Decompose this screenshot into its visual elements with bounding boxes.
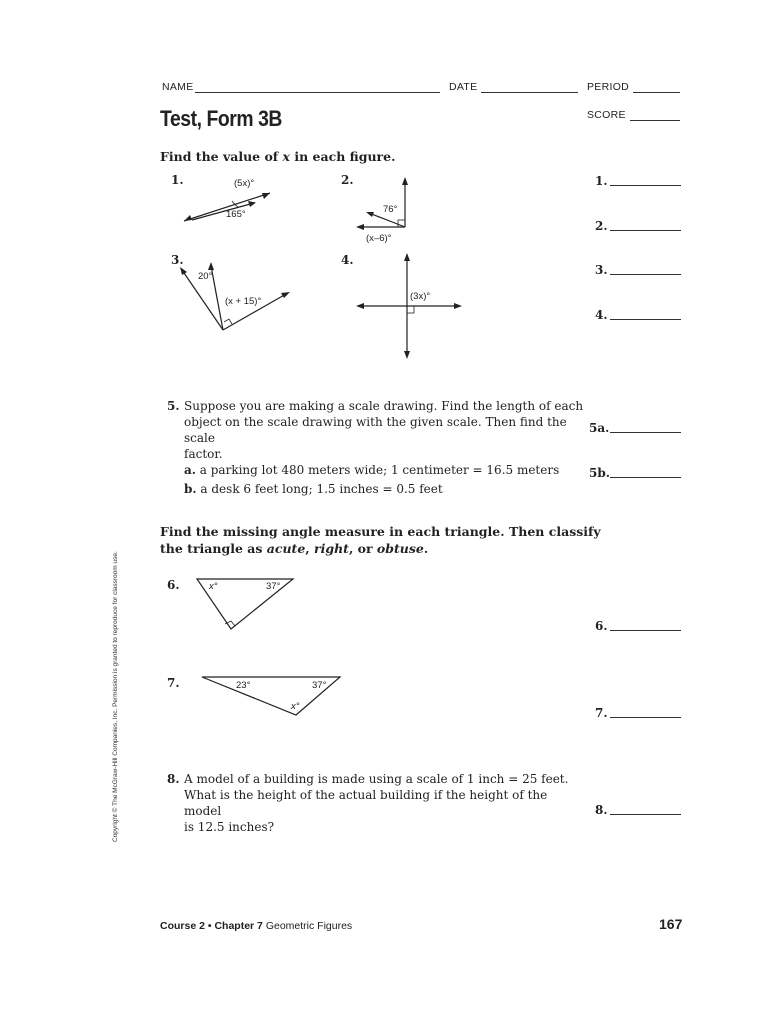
date-field[interactable] — [481, 92, 578, 93]
q8-line: A model of a building is made using a scale of 1 inch = 25 feet. — [184, 772, 569, 786]
figure1-arrow-b — [248, 201, 256, 207]
answer-label-3: 3. — [595, 263, 608, 277]
q6-number: 6. — [167, 578, 180, 592]
answer-label-5b: 5b. — [589, 466, 610, 480]
answer-field-7[interactable] — [610, 717, 681, 718]
q8-line: What is the height of the actual building if the height of the model — [184, 788, 548, 818]
figure3-arrow-middle — [208, 262, 214, 270]
q5-number: 5. — [167, 399, 180, 413]
q5-text — [184, 398, 584, 497]
page-title: Test, Form 3B — [160, 106, 282, 131]
figure2-label-76: 76° — [383, 204, 398, 215]
answer-field-6[interactable] — [610, 630, 681, 631]
figure1-number: 1. — [171, 173, 184, 187]
answer-field-5b[interactable] — [610, 477, 681, 478]
score-field[interactable] — [630, 120, 680, 121]
figure3-diagram — [178, 252, 298, 332]
answer-label-4: 4. — [595, 308, 608, 322]
figure4-arrow-up — [404, 253, 410, 261]
date-label: DATE — [449, 81, 478, 93]
figure4-number: 4. — [341, 253, 354, 267]
answer-field-3[interactable] — [610, 274, 681, 275]
q7-label-37: 37° — [312, 680, 327, 691]
answer-label-2: 2. — [595, 219, 608, 233]
period-field[interactable] — [633, 92, 680, 93]
answer-field-4[interactable] — [610, 319, 681, 320]
answer-label-1: 1. — [595, 174, 608, 188]
answer-field-5a[interactable] — [610, 432, 681, 433]
answer-field-8[interactable] — [610, 814, 681, 815]
q7-number: 7. — [167, 676, 180, 690]
figure1-label-165: 165° — [226, 209, 246, 220]
answer-label-5a: 5a. — [589, 421, 610, 435]
figure3-label-x15: (x + 15)° — [225, 296, 262, 307]
figure4-arrow-left — [356, 303, 364, 309]
figure1-arrow-a2 — [184, 215, 192, 221]
figure4-label-3x: (3x)° — [410, 291, 431, 302]
q5-line: object on the scale drawing with the given scale. Then find the scale — [184, 415, 567, 445]
figure2-number: 2. — [341, 173, 354, 187]
score-label: SCORE — [587, 109, 626, 121]
period-label: PERIOD — [587, 81, 630, 93]
figure1-label-5x: (5x)° — [234, 178, 255, 189]
q5b: b. a desk 6 feet long; 1.5 inches = 0.5 feet — [184, 482, 443, 496]
q6-label-37: 37° — [266, 581, 281, 592]
q7-label-x: x° — [291, 701, 300, 712]
answer-label-6: 6. — [595, 619, 608, 633]
section1-instruction: Find the value of x in each figure. — [160, 149, 396, 164]
figure4-diagram — [355, 252, 465, 362]
figure2-label-x6: (x–6)° — [366, 233, 392, 244]
figure3-label-20: 20° — [198, 271, 213, 282]
q8-text — [184, 771, 584, 835]
q8-number: 8. — [167, 772, 180, 786]
q6-label-x: x° — [209, 581, 218, 592]
figure2-arrow-up — [402, 177, 408, 185]
footer-course: Course 2 • Chapter 7 Geometric Figures — [160, 920, 353, 932]
figure4-right-angle — [407, 306, 414, 313]
figure1-arrow-a — [262, 193, 270, 199]
figure3-arrow-left — [180, 267, 187, 275]
answer-field-1[interactable] — [610, 185, 681, 186]
section2-instruction: Find the missing angle measure in each triangle. Then classify the triangle as acute, right, or obtuse. — [160, 524, 601, 556]
figure3-right-angle — [224, 319, 232, 324]
q8-line: is 12.5 inches? — [184, 820, 275, 834]
figure3-number: 3. — [171, 253, 184, 267]
copyright-notice: Copyright © The McGraw-Hill Companies, Inc. Permission is granted to reproduce for classroom use. — [112, 551, 119, 842]
answer-label-7: 7. — [595, 706, 608, 720]
figure3-arrow-right — [281, 292, 290, 298]
page-number: 167 — [659, 916, 683, 932]
q5-line: factor. — [184, 447, 223, 461]
answer-label-8: 8. — [595, 803, 608, 817]
q5a: a. a parking lot 480 meters wide; 1 centimeter = 16.5 meters — [184, 463, 560, 477]
name-field[interactable] — [195, 92, 440, 93]
q7-label-23: 23° — [236, 680, 251, 691]
figure2-arrow-left — [356, 224, 364, 230]
q5-line: Suppose you are making a scale drawing. Find the length of each — [184, 399, 584, 413]
figure4-arrow-down — [404, 351, 410, 359]
figure2-arrow-mid — [366, 212, 374, 217]
name-label: NAME — [162, 81, 194, 93]
answer-field-2[interactable] — [610, 230, 681, 231]
figure4-arrow-right — [454, 303, 462, 309]
